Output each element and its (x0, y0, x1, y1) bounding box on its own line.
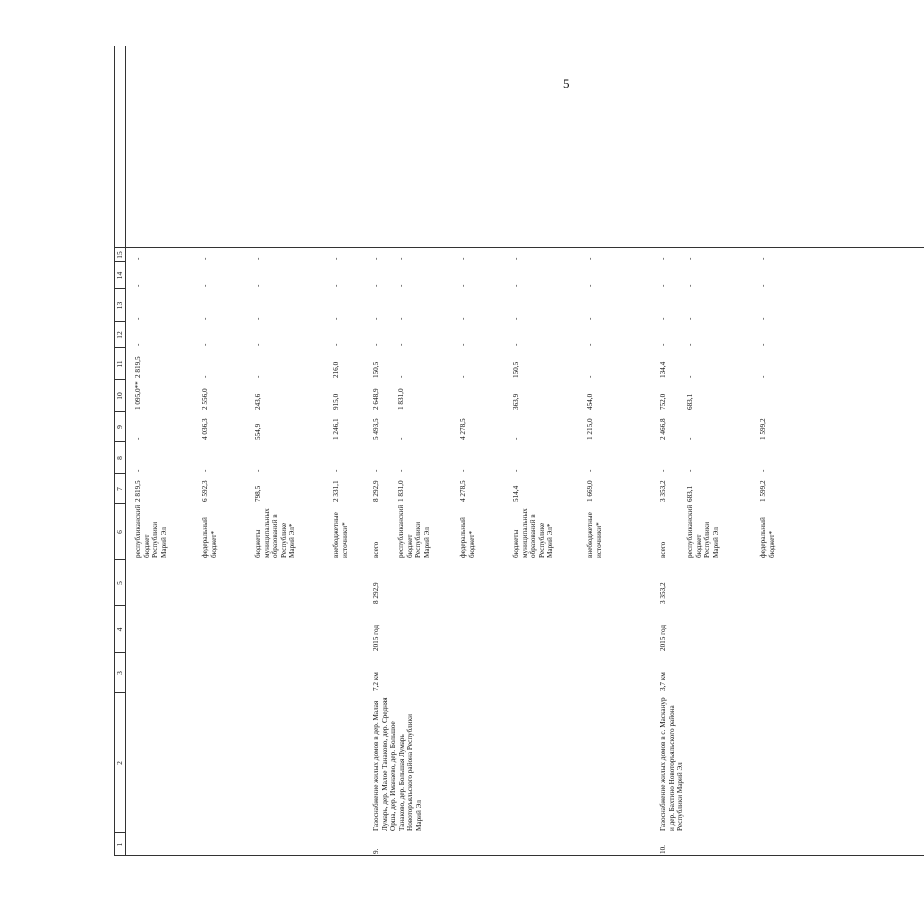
item-9-row-2-c8: - (397, 469, 405, 472)
item-10-row-1-c15: - (659, 257, 667, 260)
continued-row-3-c14: - (254, 284, 262, 287)
continued-row-4-c8: - (332, 469, 340, 472)
item-9-row-5-c11: - (586, 375, 594, 378)
item-9-row-4-c14: - (512, 284, 520, 287)
continued-row-3-c7: 798,5 (254, 485, 262, 502)
item-9-row-5-c7: 1 669,0 (586, 480, 594, 502)
column-header-9: 9 (115, 425, 124, 429)
item-9-row-3-source: федеральный бюджет* (459, 517, 476, 558)
item-10-row-2-c12: - (686, 343, 694, 346)
continued-row-2-c8: - (201, 469, 209, 472)
continued-row-1-c14: - (134, 284, 142, 287)
item-9-row-5-c10: 454,0 (586, 393, 594, 410)
item-9-row-3-c15: - (459, 257, 467, 260)
continued-row-1-c8: - (134, 469, 142, 472)
continued-row-4-c13: - (332, 317, 340, 320)
column-header-11: 11 (115, 360, 124, 368)
continued-row-4-c14: - (332, 284, 340, 287)
item-9-length: 7,2 км (372, 672, 380, 691)
column-header-8: 8 (115, 456, 124, 460)
item-10-row-2-source: республиканский бюджет Республики Марий Эл (686, 504, 720, 558)
item-9-row-3-c14: - (459, 284, 467, 287)
item-10-row-2-c7: 683,1 (686, 485, 694, 502)
continued-row-4-c11: 216,0 (332, 361, 340, 378)
item-10-row-2-c15: - (686, 257, 694, 260)
item-9-row-2-c9: - (397, 437, 405, 440)
item-9-row-2-c11: - (397, 375, 405, 378)
continued-row-3-c8: - (254, 469, 262, 472)
continued-row-1-c10: 1 095,0** (134, 381, 142, 410)
item-9-row-5-source: внебюджетные источники* (586, 512, 603, 558)
continued-row-3-c11: - (254, 375, 262, 378)
column-divider (114, 247, 924, 248)
item-9-row-1-source: всего (372, 541, 380, 558)
column-header-7: 7 (115, 487, 124, 491)
item-9-year: 2015 год (372, 625, 380, 651)
continued-row-2-c13: - (201, 317, 209, 320)
item-9-row-3-c8: - (459, 469, 467, 472)
item-10-row-2-c14: - (686, 284, 694, 287)
continued-row-2-c9: 4 036,3 (201, 418, 209, 440)
continued-row-1-source: республиканский бюджет Республики Марий Эл (134, 504, 168, 558)
item-10-row-2-c9: - (686, 437, 694, 440)
item-10-name: Газоснабжение жилых домов в с. Масканур и дер. Бахтино Новоторъяльского района Республики Марий Эл (659, 697, 685, 831)
item-9-row-3-c12: - (459, 343, 467, 346)
item-10-row-1-c11: 134,4 (659, 361, 667, 378)
item-10-row-2-c8: - (686, 469, 694, 472)
continued-row-2-c7: 6 592,3 (201, 480, 209, 502)
item-9-row-5-c15: - (586, 257, 594, 260)
column-header-14: 14 (115, 271, 124, 280)
continued-row-2-c11: - (201, 375, 209, 378)
column-header-3: 3 (115, 671, 124, 675)
item-9-row-4-c11: 150,5 (512, 361, 520, 378)
item-9-row-1-c12: - (372, 343, 380, 346)
item-10-length: 3,7 км (659, 672, 667, 691)
header-bottom-border (125, 46, 126, 856)
item-9-row-1-c9: 5 493,5 (372, 418, 380, 440)
page-number: 5 (563, 76, 570, 91)
item-10-row-1-c13: - (659, 317, 667, 320)
continued-row-1-c7: 2 819,5 (134, 480, 142, 502)
item-9-row-3-c7: 4 278,5 (459, 480, 467, 502)
item-9-row-1-c7: 8 292,9 (372, 480, 380, 502)
item-10-row-3-c11: - (759, 375, 767, 378)
item-9-row-5-c12: - (586, 343, 594, 346)
item-10-row-1-c12: - (659, 343, 667, 346)
continued-row-4-c15: - (332, 257, 340, 260)
continued-row-4-c12: - (332, 343, 340, 346)
continued-row-3-c13: - (254, 317, 262, 320)
item-10-row-2-c10: 683,1 (686, 393, 694, 410)
item-9-row-3-c13: - (459, 317, 467, 320)
item-10-row-3-c13: - (759, 317, 767, 320)
item-10-row-3-c7: 1 599,2 (759, 480, 767, 502)
continued-row-1-c15: - (134, 257, 142, 260)
item-9-row-4-c9: - (512, 437, 520, 440)
continued-row-2-c12: - (201, 343, 209, 346)
column-header-15: 15 (115, 251, 124, 259)
item-10-row-1-c7: 3 353,2 (659, 480, 667, 502)
continued-row-2-source: федеральный бюджет* (201, 517, 218, 558)
item-9-row-4-c10: 363,9 (512, 393, 520, 410)
item-10-row-3-c8: - (759, 469, 767, 472)
item-10-row-2-c13: - (686, 317, 694, 320)
budget-table (114, 46, 776, 856)
column-header-10: 10 (115, 392, 124, 400)
column-header-4: 4 (115, 627, 124, 632)
item-10-cost: 3 353,2 (659, 582, 667, 604)
continued-row-4-c9: 1 246,1 (332, 418, 340, 440)
column-header-5: 5 (115, 581, 124, 585)
item-9-row-5-c9: 1 215,0 (586, 418, 594, 440)
item-9-row-1-c14: - (372, 284, 380, 287)
item-10-row-3-source: федеральный бюджет* (759, 517, 776, 558)
item-9-number: 9. (372, 848, 380, 854)
item-9-row-1-c15: - (372, 257, 380, 260)
item-10-row-1-source: всего (659, 541, 667, 558)
item-10-row-1-c9: 2 466,8 (659, 418, 667, 440)
item-9-row-1-c8: - (372, 469, 380, 472)
column-header-6: 6 (115, 530, 124, 534)
item-10-year: 2015 год (659, 625, 667, 651)
item-9-row-5-c14: - (586, 284, 594, 287)
continued-row-2-c10: 2 556,0 (201, 388, 209, 410)
item-10-row-1-c14: - (659, 284, 667, 287)
item-9-row-3-c9: 4 278,5 (459, 418, 467, 440)
item-9-cost: 8 292,9 (372, 582, 380, 604)
item-9-row-2-source: республиканский бюджет Республики Марий Эл (397, 504, 431, 558)
continued-row-3-source: бюджеты муниципальных образований в Республике Марий Эл* (254, 508, 297, 558)
item-10-row-1-c8: - (659, 469, 667, 472)
column-header-12: 12 (115, 331, 124, 339)
item-10-row-2-c11: - (686, 375, 694, 378)
item-9-row-2-c14: - (397, 284, 405, 287)
continued-row-2-c14: - (201, 284, 209, 287)
continued-row-1-c13: - (134, 317, 142, 320)
continued-row-1-c9: - (134, 437, 142, 440)
item-9-row-4-source: бюджеты муниципальных образований в Республике Марий Эл* (512, 508, 555, 558)
item-9-name: Газоснабжение жилых домов в дер. Малая Лумарь, дер. Малое Танаково, дер. Средняя Орша, дер. Иманаево, дер. Большое Танаково, дер. Большая Лумарь Новоторъяльского района Республики Марий Эл (372, 697, 423, 831)
continued-row-4-c10: 915,0 (332, 393, 340, 410)
continued-row-1-c12: - (134, 343, 142, 346)
item-9-row-4-c15: - (512, 257, 520, 260)
column-header-1: 1 (115, 842, 124, 847)
item-9-row-1-c13: - (372, 317, 380, 320)
item-9-row-2-c12: - (397, 343, 405, 346)
item-9-row-4-c7: 514,4 (512, 485, 520, 502)
item-9-row-5-c13: - (586, 317, 594, 320)
continued-row-1-c11: 2 819,5 (134, 356, 142, 378)
column-divider (114, 855, 924, 856)
item-9-row-4-c13: - (512, 317, 520, 320)
item-10-row-3-c9: 1 599,2 (759, 418, 767, 440)
item-9-row-3-c11: - (459, 375, 467, 378)
continued-row-4-c7: 2 331,1 (332, 480, 340, 502)
continued-row-4-source: внебюджетные источники* (332, 512, 349, 558)
item-10-row-3-c12: - (759, 343, 767, 346)
item-9-row-2-c7: 1 831,0 (397, 480, 405, 502)
item-10-row-3-c15: - (759, 257, 767, 260)
item-9-row-5-c8: - (586, 469, 594, 472)
continued-row-3-c10: 243,6 (254, 393, 262, 410)
item-10-row-3-c14: - (759, 284, 767, 287)
continued-row-2-c15: - (201, 257, 209, 260)
item-9-row-4-c8: - (512, 469, 520, 472)
continued-row-3-c9: 554,9 (254, 423, 262, 440)
column-header-2: 2 (115, 761, 124, 765)
continued-row-3-c15: - (254, 257, 262, 260)
item-9-row-2-c15: - (397, 257, 405, 260)
item-9-row-2-c13: - (397, 317, 405, 320)
item-9-row-1-c11: 150,5 (372, 361, 380, 378)
item-10-number: 10. (659, 845, 667, 854)
column-header-13: 13 (115, 301, 124, 310)
item-9-row-1-c10: 2 648,9 (372, 388, 380, 410)
continued-row-3-c12: - (254, 343, 262, 346)
item-10-row-1-c10: 752,0 (659, 393, 667, 410)
item-9-row-2-c10: 1 831,0 (397, 388, 405, 410)
item-9-row-4-c12: - (512, 343, 520, 346)
